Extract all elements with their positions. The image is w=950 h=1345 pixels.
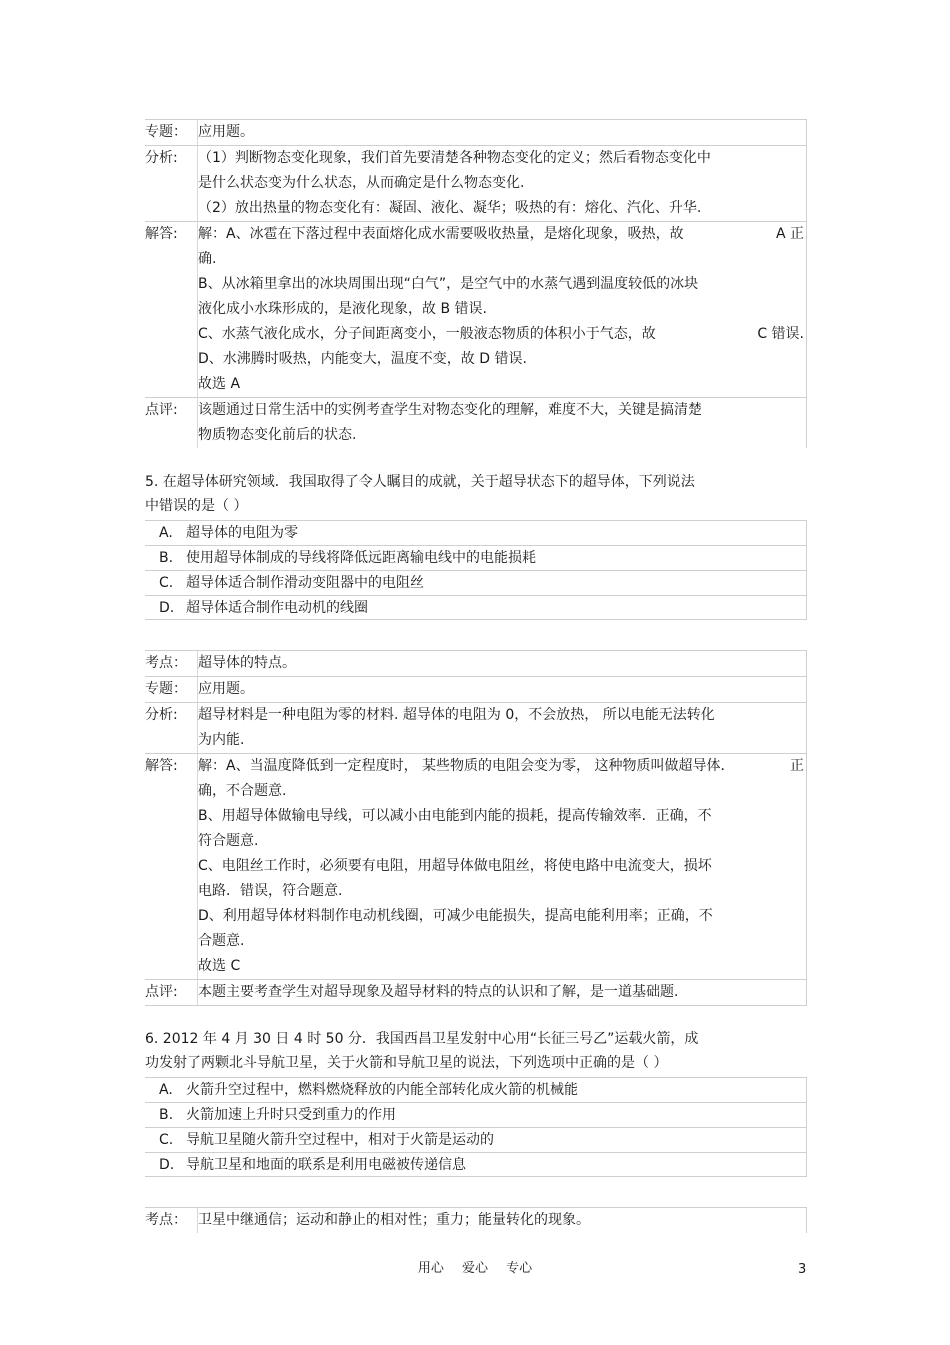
topic-text: 应用题。 [198, 681, 254, 697]
answer-label: 解答: [145, 758, 178, 774]
comment-row [145, 397, 807, 448]
answer-line: 合题意. [198, 933, 245, 949]
point-text: 卫星中继通信；运动和静止的相对性；重力；能量转化的现象。 [198, 1212, 590, 1228]
answer-line: 确. [198, 251, 217, 267]
answer-label: 解答: [145, 226, 178, 242]
analysis-line: 超导材料是一种电阻为零的材料. 超导体的电阻为 0，不会放热， 所以电能无法转化 [198, 707, 715, 723]
answer-line: B、从冰箱里拿出的冰块周围出现“白气”，是空气中的水蒸气遇到温度较低的冰块 [198, 276, 699, 292]
analysis-line: 为内能. [198, 732, 245, 748]
solution-block-5 [145, 650, 807, 1006]
comment-label: 点评: [145, 984, 178, 1000]
topic-row [145, 676, 807, 702]
point-label: 考点： [145, 1212, 187, 1228]
page-footer: 用心 爱心 专心 [417, 1261, 533, 1276]
answer-row [145, 753, 807, 979]
answer-line: 故选 A [198, 376, 241, 392]
answer-line: C、电阻丝工作时，必须要有电阻，用超导体做电阻丝，将使电路中电流变大，损坏 [198, 858, 712, 874]
analysis-line: （1）判断物态变化现象，我们首先要清楚各种物态变化的定义；然后看物态变化中 [198, 150, 711, 166]
option-d: D. 超导体适合制作电动机的线圈 [145, 595, 807, 620]
point-text: 超导体的特点。 [198, 655, 296, 671]
analysis-row [145, 145, 807, 221]
analysis-row [145, 702, 807, 753]
question-5-options [145, 520, 807, 620]
comment-line: 该题通过日常生活中的实例考查学生对物态变化的理解，难度不大，关键是搞清楚 [198, 402, 702, 418]
option-c: C. 超导体适合制作滑动变阻器中的电阻丝 [145, 570, 807, 595]
point-row [145, 650, 807, 676]
answer-line: B、用超导体做输电导线，可以减小由电能到内能的损耗，提高传输效率．正确，不 [198, 808, 712, 824]
topic-label: 专题： [145, 124, 187, 140]
comment-line: 物质物态变化前后的状态. [198, 427, 357, 443]
answer-line: D、利用超导体材料制作电动机线圈，可减少电能损失，提高电能利用率；正确，不 [198, 908, 713, 924]
topic-text: 应用题。 [198, 124, 254, 140]
comment-line: 本题主要考查学生对超导现象及超导材料的特点的认识和了解，是一道基础题. [198, 984, 679, 1000]
answer-line: 解：A、当温度降低到一定程度时， 某些物质的电阻会变为零， 这种物质叫做超导体． 正 [198, 758, 804, 774]
analysis-line: 是什么状态变为什么状态，从而确定是什么物态变化. [198, 175, 525, 191]
analysis-line: （2）放出热量的物态变化有：凝固、液化、凝华；吸热的有：熔化、汽化、升华. [198, 200, 702, 216]
question-6-options [145, 1077, 807, 1177]
answer-line: 确，不合题意. [198, 783, 287, 799]
option-b: B. 火箭加速上升时只受到重力的作用 [145, 1102, 807, 1127]
solution-block-6 [145, 1207, 807, 1233]
answer-line: 电路．错误，符合题意. [198, 883, 343, 899]
question-5-stem: 5. 在超导体研究领域．我国取得了令人瞩目的成就，关于超导状态下的超导体，下列说法 中错误的是（ ） [145, 474, 695, 514]
comment-row [145, 979, 807, 1006]
option-a: A. 超导体的电阻为零 [145, 520, 807, 545]
analysis-label: 分析: [145, 707, 178, 723]
answer-line: 故选 C [198, 958, 241, 974]
analysis-label: 分析: [145, 150, 178, 166]
option-c: C. 导航卫星随火箭升空过程中，相对于火箭是运动的 [145, 1127, 807, 1152]
answer-line: C、水蒸气液化成水，分子间距离变小，一般液态物质的体积小于气态，故 C 错误. [198, 326, 804, 342]
topic-label: 专题： [145, 681, 187, 697]
topic-row [145, 119, 807, 145]
answer-line: 解：A、冰雹在下落过程中表面熔化成水需要吸收热量，是熔化现象，吸热，故 A 正 [198, 226, 804, 242]
answer-line: 符合题意. [198, 833, 259, 849]
answer-line: D、水沸腾时吸热，内能变大，温度不变，故 D 错误. [198, 351, 527, 367]
answer-line: 液化成小水珠形成的，是液化现象，故 B 错误. [198, 301, 487, 317]
point-label: 考点： [145, 655, 187, 671]
solution-block-4 [145, 119, 807, 448]
comment-label: 点评: [145, 402, 178, 418]
option-a: A. 火箭升空过程中，燃料燃烧释放的内能全部转化成火箭的机械能 [145, 1077, 807, 1102]
point-row [145, 1207, 807, 1233]
option-d: D. 导航卫星和地面的联系是利用电磁被传递信息 [145, 1152, 807, 1177]
page-number: 3 [798, 1262, 807, 1277]
answer-row [145, 221, 807, 397]
question-6-stem: 6. 2012 年 4 月 30 日 4 时 50 分．我国西昌卫星发射中心用“长征三号乙”运载火箭，成 功发射了两颗北斗导航卫星，关于火箭和导航卫星的说法，下列选项中正确的是（ ） [145, 1031, 699, 1071]
option-b: B. 使用超导体制成的导线将降低远距离输电线中的电能损耗 [145, 545, 807, 570]
